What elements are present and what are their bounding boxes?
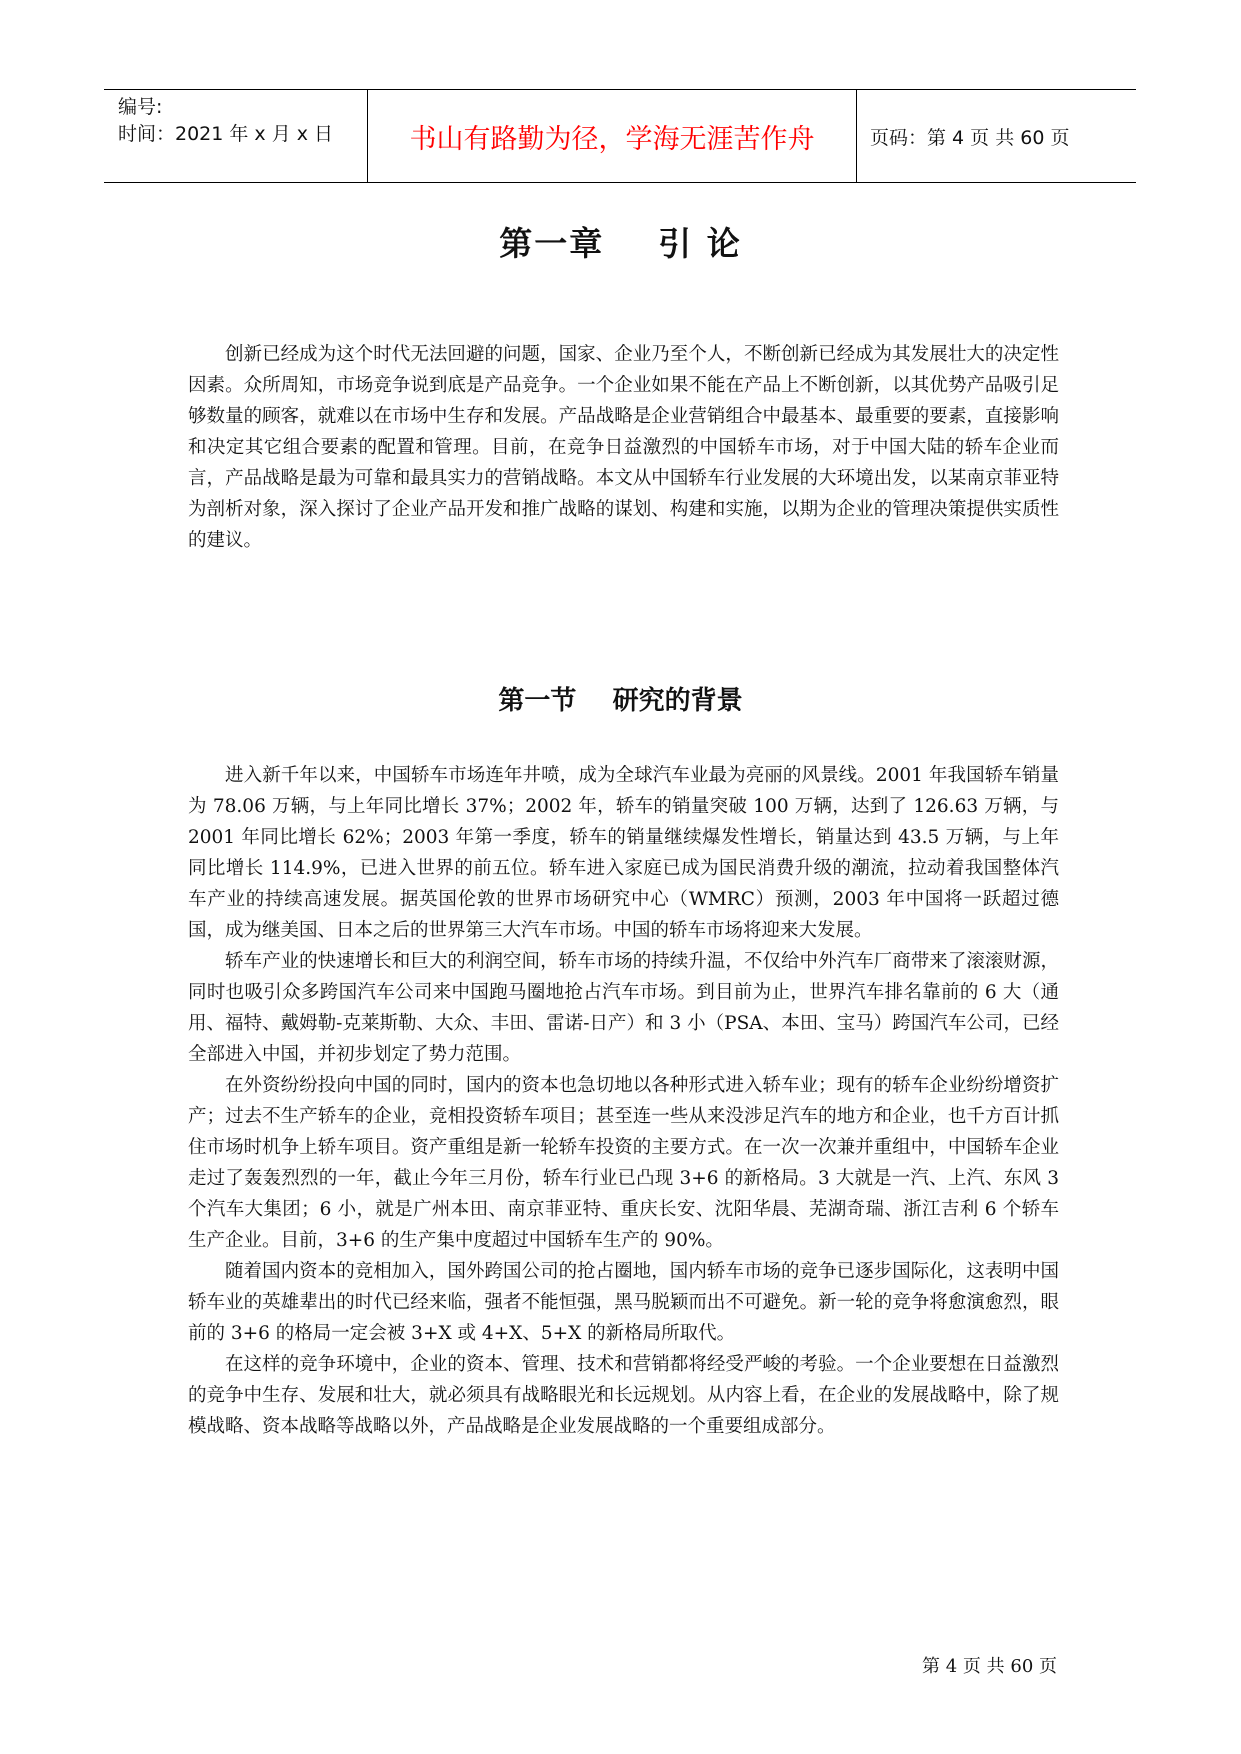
body-paragraph: 在外资纷纷投向中国的同时，国内的资本也急切地以各种形式进入轿车业；现有的轿车企业纷纷增资扩产；过去不生产轿车的企业，竞相投资轿车项目；甚至连一些从来没涉足汽车的地方和企业，也千方百计抓住市场时机争上轿车项目。资产重组是新一轮轿车投资的主要方式。在一次一次兼并重组中，中国轿车企业走过了轰轰烈烈的一年，截止今年三月份，轿车行业已凸现 3+6 的新格局。3 大就是一汽、上汽、东风 3 个汽车大集团；6 小，就是广州本田、南京菲亚特、重庆长安、沈阳华晨、芜湖奇瑞、浙江吉利 6 个轿车生产企业。目前，3+6 的生产集中度超过中国轿车生产的 90%。 bbox=[188, 1075, 1059, 1251]
header-divider bbox=[856, 90, 857, 182]
page-footer-number: 第 4 页 共 60 页 bbox=[922, 1656, 1057, 1677]
chapter-title: 第一章 引 论 bbox=[499, 224, 742, 263]
intro-section bbox=[188, 339, 1059, 556]
body-paragraph: 进入新千年以来，中国轿车市场连年井喷，成为全球汽车业最为亮丽的风景线。2001 年我国轿车销量为 78.06 万辆，与上年同比增长 37%；2002 年，轿车的销量突破 100 万辆，达到了 126.63 万辆，与 2001 年同比增长 62%；2003 年第一季度，轿车的销量继续爆发性增长，销量达到 43.5 万辆，与上年同比增长 114.9%，已进入世界的前五位。轿车进入家庭已成为国民消费升级的潮流，拉动着我国整体汽车产业的持续高速发展。据英国伦敦的世界市场研究中心（WMRC）预测，2003 年中国将一跃超过德国，成为继美国、日本之后的世界第三大汽车市场。中国的轿车市场将迎来大发展。 bbox=[188, 765, 1059, 941]
section-title: 第一节 研究的背景 bbox=[498, 686, 743, 716]
page-header bbox=[104, 89, 1136, 183]
document-number-label: 编号: bbox=[118, 96, 163, 118]
header-page-code: 页码：第 4 页 共 60 页 bbox=[870, 126, 1070, 149]
intro-paragraph: 创新已经成为这个时代无法回避的问题，国家、企业乃至个人，不断创新已经成为其发展壮大的决定性因素。众所周知，市场竞争说到底是产品竞争。一个企业如果不能在产品上不断创新，以其优势产品吸引足够数量的顾客，就难以在市场中生存和发展。产品战略是企业营销组合中最基本、最重要的要素，直接影响和决定其它组合要素的配置和管理。目前，在竞争日益激烈的中国轿车市场，对于中国大陆的轿车企业而言，产品战略是最为可靠和最具实力的营销战略。本文从中国轿车行业发展的大环境出发，以某南京菲亚特为剖析对象，深入探讨了企业产品开发和推广战略的谋划、构建和实施，以期为企业的管理决策提供实质性的建议。 bbox=[188, 344, 1059, 551]
header-meta bbox=[118, 94, 363, 148]
body-paragraph: 在这样的竞争环境中，企业的资本、管理、技术和营销都将经受严峻的考验。一个企业要想在日益激烈的竞争中生存、发展和壮大，就必须具有战略眼光和长远规划。从内容上看，在企业的发展战略中，除了规模战略、资本战略等战略以外，产品战略是企业发展战略的一个重要组成部分。 bbox=[188, 1354, 1059, 1437]
body-paragraph: 随着国内资本的竞相加入，国外跨国公司的抢占圈地，国内轿车市场的竞争已逐步国际化，这表明中国轿车业的英雄辈出的时代已经来临，强者不能恒强，黑马脱颖而出不可避免。新一轮的竞争将愈演愈烈，眼前的 3+6 的格局一定会被 3+X 或 4+X、5+X 的新格局所取代。 bbox=[188, 1261, 1059, 1344]
header-motto: 书山有路勤为径，学海无涯苦作舟 bbox=[409, 123, 815, 155]
document-time: 时间：2021 年 x 月 x 日 bbox=[118, 123, 334, 145]
section-body bbox=[188, 760, 1059, 1442]
body-paragraph: 轿车产业的快速增长和巨大的利润空间，轿车市场的持续升温，不仅给中外汽车厂商带来了滚滚财源，同时也吸引众多跨国汽车公司来中国跑马圈地抢占汽车市场。到目前为止，世界汽车排名靠前的 6 大（通用、福特、戴姆勒-克莱斯勒、大众、丰田、雷诺-日产）和 3 小（PSA、本田、宝马）跨国汽车公司，已经全部进入中国，并初步划定了势力范围。 bbox=[188, 951, 1059, 1065]
